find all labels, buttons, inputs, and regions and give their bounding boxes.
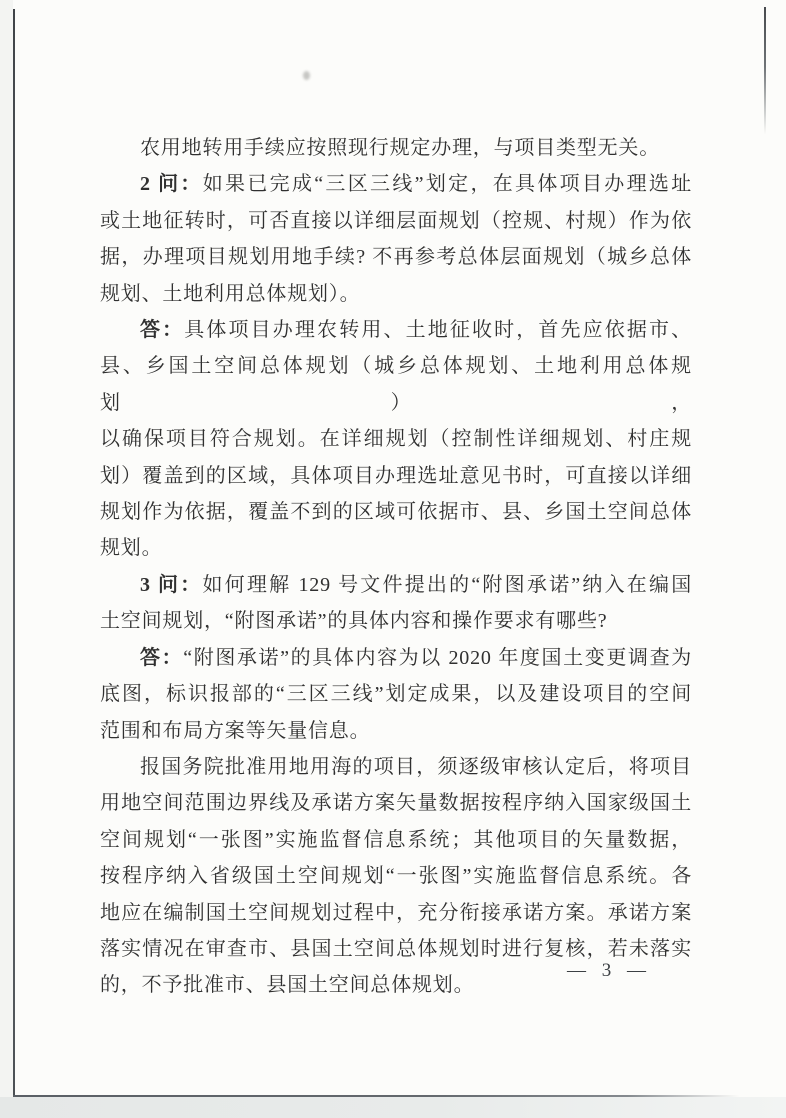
paragraph: [100, 130, 692, 166]
line-text: 报国务院批准用地用海的项目，须逐级审核认定后，将项目: [140, 755, 692, 778]
text-line: [100, 494, 692, 530]
text-line: [100, 348, 692, 421]
line-text: 土空间规划，“附图承诺”的具体内容和操作要求有哪些?: [100, 610, 608, 633]
question-label: 2 问：: [140, 173, 203, 196]
page-number: — 3 —: [567, 960, 647, 981]
line-text: 划）覆盖到的区域，具体项目办理选址意见书时，可直接以详细: [100, 464, 692, 487]
line-text: 规划。: [100, 537, 163, 560]
line-text: 如果已完成“三区三线”划定，在具体项目办理选址: [202, 173, 692, 196]
scan-edge-line-left: [13, 9, 15, 1097]
line-text: 如何理解 129 号文件提出的“附图承诺”纳入在编国: [202, 573, 692, 596]
scan-background-bottom: [0, 1097, 786, 1118]
paragraph-question-3: [100, 567, 692, 640]
line-text: 据，办理项目规划用地手续? 不再参考总体层面规划（城乡总体: [100, 246, 692, 269]
line-text: 农用地转用手续应按照现行规定办理，与项目类型无关。: [140, 137, 660, 159]
text-line: [100, 567, 692, 603]
text-line: [100, 239, 692, 275]
line-text: 范围和布局方案等矢量信息。: [100, 719, 371, 742]
line-text: 底图，标识报部的“三区三线”划定成果，以及建设项目的空间: [100, 683, 692, 706]
line-text: 用地空间范围边界线及承诺方案矢量数据按程序纳入国家级国土: [100, 792, 692, 815]
line-text: 落实情况在审查市、县国土空间总体规划时进行复核，若未落实: [100, 937, 692, 960]
line-text: 具体项目办理农转用、土地征收时，首先应依据市、: [184, 319, 692, 342]
line-text: 地应在编制国土空间规划过程中，充分衔接承诺方案。承诺方案: [100, 901, 692, 924]
line-text: 县、乡国土空间总体规划（城乡总体规划、土地利用总体规划），: [100, 355, 692, 414]
line-text: 或土地征转时，可否直接以详细层面规划（控规、村规）作为依: [100, 209, 692, 232]
text-line: [100, 421, 692, 457]
text-line: [100, 785, 692, 821]
line-text: “附图承诺”的具体内容为以 2020 年度国土变更调查为: [183, 646, 692, 669]
text-line: [100, 858, 692, 894]
answer-label: 答：: [140, 319, 185, 342]
scan-margin-left: [0, 0, 13, 1097]
text-line: [100, 530, 692, 566]
text-line: [100, 276, 692, 312]
text-line: [100, 458, 692, 494]
text-line: [100, 130, 692, 166]
line-text: 以确保项目符合规划。在详细规划（控制性详细规划、村庄规: [100, 428, 692, 451]
scan-artifact-smudge: [303, 71, 310, 80]
paragraph-answer-2: [100, 312, 692, 567]
scan-edge-line-right-top: [764, 7, 766, 177]
answer-label: 答：: [140, 646, 184, 669]
question-label: 3 问：: [140, 573, 203, 596]
text-line: [100, 749, 692, 785]
text-line: [100, 166, 692, 202]
line-text: 规划、土地利用总体规划）。: [100, 282, 361, 305]
text-line: [100, 676, 692, 712]
text-line: [100, 713, 692, 749]
text-line: [100, 203, 692, 239]
paragraph-question-2: [100, 166, 692, 312]
line-text: 规划作为依据，覆盖不到的区域可依据市、县、乡国土空间总体: [100, 501, 692, 524]
paragraph-answer-3: [100, 640, 692, 749]
line-text: 空间规划“一张图”实施监督信息系统；其他项目的矢量数据，: [100, 828, 692, 851]
line-text: 的，不予批准市、县国土空间总体规划。: [100, 974, 475, 997]
line-text: 按程序纳入省级国土空间规划“一张图”实施监督信息系统。各: [100, 865, 692, 888]
text-line: [100, 822, 692, 858]
text-line: [100, 640, 692, 676]
text-line: [100, 603, 692, 639]
document-body: [100, 130, 692, 1004]
text-line: [100, 895, 692, 931]
text-line: [100, 312, 692, 348]
